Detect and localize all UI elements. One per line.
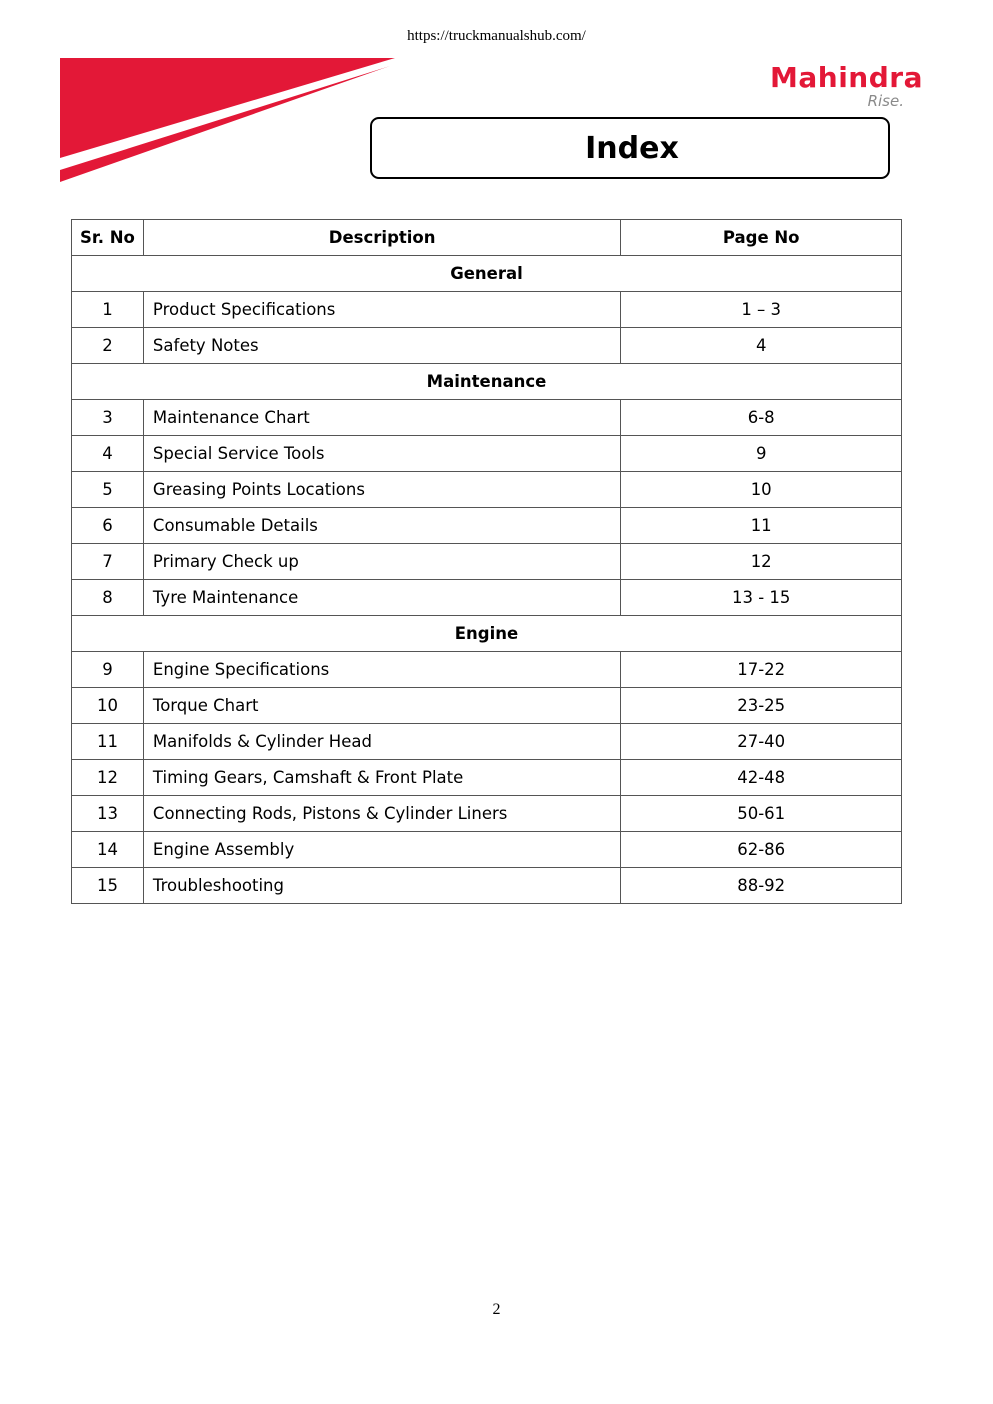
page-no-cell: 42-48: [621, 760, 902, 796]
sr-no-cell: 12: [72, 760, 144, 796]
sr-no-cell: 13: [72, 796, 144, 832]
sr-no-cell: 8: [72, 580, 144, 616]
page-no-cell: 62-86: [621, 832, 902, 868]
title-box: [370, 117, 890, 179]
table-row: [72, 724, 902, 760]
section-row: [72, 256, 902, 292]
page-no-cell: 12: [621, 544, 902, 580]
index-table: [71, 219, 902, 904]
description-cell: Product Specifications: [143, 292, 620, 328]
sr-no-cell: 5: [72, 472, 144, 508]
description-cell: Engine Assembly: [143, 832, 620, 868]
mahindra-logo: [770, 61, 923, 112]
red-swoosh-banner: [60, 58, 400, 183]
sr-no-cell: 9: [72, 652, 144, 688]
sr-no-cell: 14: [72, 832, 144, 868]
table-row: [72, 760, 902, 796]
description-cell: Greasing Points Locations: [143, 472, 620, 508]
page-no-cell: 4: [621, 328, 902, 364]
sr-no-cell: 15: [72, 868, 144, 904]
description-cell: Special Service Tools: [143, 436, 620, 472]
description-cell: Consumable Details: [143, 508, 620, 544]
page-number: 2: [492, 1301, 501, 1318]
page-title: Index: [585, 130, 679, 166]
description-cell: Torque Chart: [143, 688, 620, 724]
page-no-cell: 17-22: [621, 652, 902, 688]
section-row: [72, 616, 902, 652]
table-header-row: [72, 220, 902, 256]
page-no-cell: 13 - 15: [621, 580, 902, 616]
section-heading: Engine: [72, 616, 902, 652]
page-no-cell: 11: [621, 508, 902, 544]
description-cell: Connecting Rods, Pistons & Cylinder Liners: [143, 796, 620, 832]
sr-no-cell: 6: [72, 508, 144, 544]
page-no-cell: 9: [621, 436, 902, 472]
column-header-sr-no: Sr. No: [72, 220, 144, 256]
description-cell: Maintenance Chart: [143, 400, 620, 436]
sr-no-cell: 4: [72, 436, 144, 472]
sr-no-cell: 10: [72, 688, 144, 724]
table-row: [72, 652, 902, 688]
description-cell: Primary Check up: [143, 544, 620, 580]
section-heading: Maintenance: [72, 364, 902, 400]
page-no-cell: 6-8: [621, 400, 902, 436]
section-heading: General: [72, 256, 902, 292]
table-row: [72, 472, 902, 508]
description-cell: Engine Specifications: [143, 652, 620, 688]
column-header-description: Description: [143, 220, 620, 256]
source-url: https://truckmanualshub.com/: [407, 28, 586, 44]
page-no-cell: 88-92: [621, 868, 902, 904]
page-no-cell: 23-25: [621, 688, 902, 724]
section-row: [72, 364, 902, 400]
table-row: [72, 328, 902, 364]
sr-no-cell: 2: [72, 328, 144, 364]
description-cell: Troubleshooting: [143, 868, 620, 904]
page-no-cell: 27-40: [621, 724, 902, 760]
logo-brand-name: Mahindra: [770, 61, 923, 94]
table-row: [72, 688, 902, 724]
description-cell: Manifolds & Cylinder Head: [143, 724, 620, 760]
sr-no-cell: 11: [72, 724, 144, 760]
column-header-page-no: Page No: [621, 220, 902, 256]
sr-no-cell: 7: [72, 544, 144, 580]
sr-no-cell: 3: [72, 400, 144, 436]
page-no-cell: 10: [621, 472, 902, 508]
table-row: [72, 796, 902, 832]
table-row: [72, 292, 902, 328]
description-cell: Timing Gears, Camshaft & Front Plate: [143, 760, 620, 796]
page-no-cell: 1 – 3: [621, 292, 902, 328]
description-cell: Safety Notes: [143, 328, 620, 364]
table-row: [72, 832, 902, 868]
table-row: [72, 400, 902, 436]
description-cell: Tyre Maintenance: [143, 580, 620, 616]
page-no-cell: 50-61: [621, 796, 902, 832]
table-row: [72, 436, 902, 472]
logo-tagline: Rise.: [867, 92, 904, 110]
table-row: [72, 868, 902, 904]
table-row: [72, 580, 902, 616]
table-row: [72, 544, 902, 580]
sr-no-cell: 1: [72, 292, 144, 328]
table-row: [72, 508, 902, 544]
